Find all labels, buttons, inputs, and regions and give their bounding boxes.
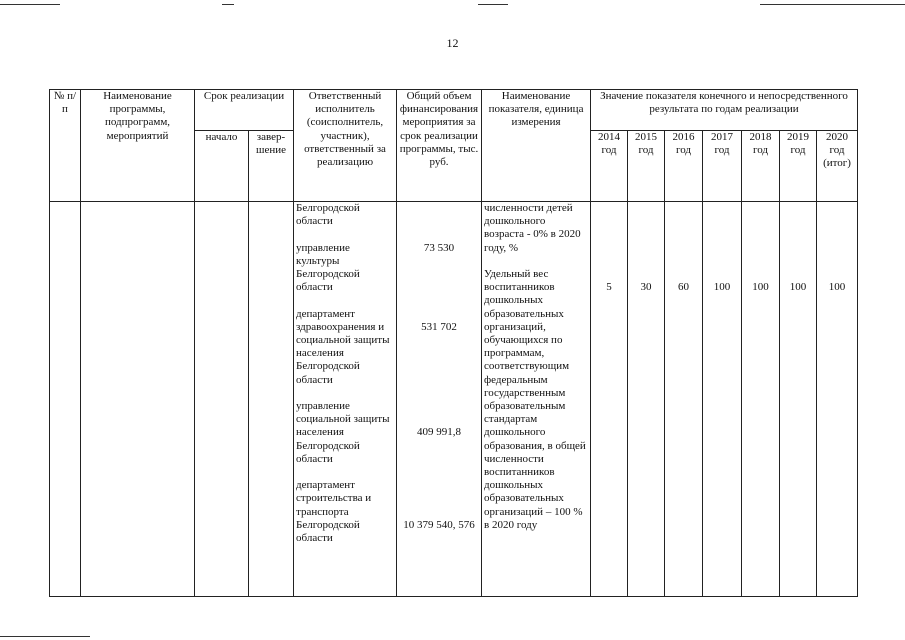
- value-text: 100: [752, 281, 769, 293]
- executor-name: Белгородской области: [296, 202, 360, 228]
- funding-cell: [397, 202, 482, 597]
- header-year-2018: 2018 год: [742, 131, 780, 202]
- executor-name: департамент строительства и транспорта Белгородской области: [296, 479, 372, 545]
- header-name: Наименование программы, подпрограмм, мероприятий: [81, 90, 195, 202]
- header-year-2017: 2017 год: [703, 131, 742, 202]
- value-2019: [780, 202, 817, 597]
- header-values: Значение показателя конечного и непосредственного результата по годам реализации: [591, 90, 858, 131]
- funding-amount: 73 530: [423, 241, 455, 254]
- value-2017: [703, 202, 742, 597]
- value-text: 60: [678, 281, 690, 293]
- header-year-2020: 2020 год (итог): [817, 131, 858, 202]
- executor-name: управление социальной защиты населения Белгородской области: [296, 400, 390, 465]
- value-text: 100: [828, 281, 846, 293]
- header-year-2019: 2019 год: [780, 131, 817, 202]
- responsible-cell: [294, 202, 397, 597]
- value-2015: [628, 202, 665, 597]
- header-year-2015: 2015 год: [628, 131, 665, 202]
- value-2014: [591, 202, 628, 597]
- header-year-2014: 2014 год: [591, 131, 628, 202]
- header-term: Срок реализации: [195, 90, 294, 131]
- header-responsible: Ответственный исполнитель (соисполнитель, участник), ответственный за реализацию: [294, 90, 397, 202]
- header-num: № п/п: [50, 90, 81, 202]
- header-funding: Общий объем финансирования мероприятия за срок реализации программы, тыс. руб.: [397, 90, 482, 202]
- value-text: 5: [606, 281, 612, 293]
- top-edge-line: [0, 4, 60, 5]
- value-text: 100: [713, 281, 731, 293]
- body-end-cell: [249, 202, 294, 597]
- executor-name: департамент здравоохранения и социальной защиты населения Белгородской области: [296, 307, 390, 386]
- value-text: 30: [640, 281, 652, 293]
- header-year-2016: 2016 год: [665, 131, 703, 202]
- value-2016: [665, 202, 703, 597]
- indicator-cell: [482, 202, 591, 597]
- header-term-start: начало: [195, 131, 249, 202]
- body-num-cell: [50, 202, 81, 597]
- body-name-cell: [81, 202, 195, 597]
- header-term-end: завер-шение: [249, 131, 294, 202]
- indicator-text: численности детей дошкольного возраста - 0% в 2020 году, %: [484, 202, 581, 254]
- header-indicator: Наименование показателя, единица измерения: [482, 90, 591, 202]
- value-2020: [817, 202, 858, 597]
- bottom-edge-line: [0, 636, 90, 637]
- executor-name: управление культуры Белгородской области: [296, 241, 360, 294]
- funding-amount: 531 702: [421, 320, 457, 333]
- top-edge-line: [222, 4, 234, 5]
- funding-amount: 409 991,8: [417, 426, 462, 439]
- funding-amount: 10 379 540, 576: [403, 518, 475, 531]
- value-2018: [742, 202, 780, 597]
- value-text: 100: [789, 281, 807, 293]
- top-edge-line: [760, 4, 905, 5]
- indicator-text: Удельный вес воспитанников дошкольных образовательных организаций, обучающихся по программам, соответствующим федеральным государственным образовательным стандартам дошкольного образования, в общей численности воспитанников дошкольных образовательных организаций – 100 % в 2020 году: [484, 268, 586, 531]
- page-number: 12: [446, 36, 459, 50]
- top-edge-line: [478, 4, 508, 5]
- body-start-cell: [195, 202, 249, 597]
- program-table: [49, 89, 858, 597]
